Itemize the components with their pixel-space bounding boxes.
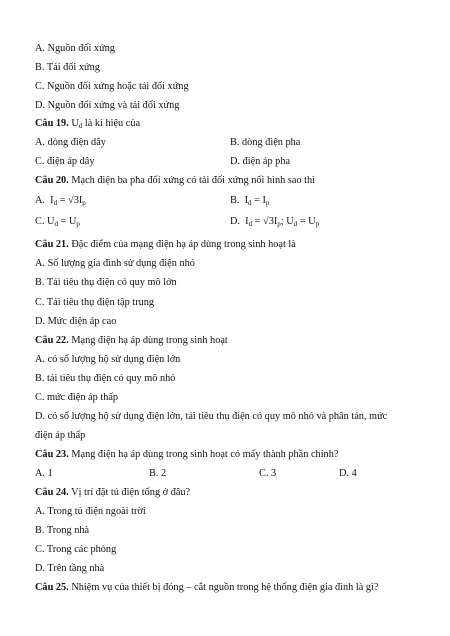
question-24 <box>35 486 190 499</box>
option-c: C. 3 <box>259 468 277 479</box>
question-number: Câu 23. <box>35 449 69 460</box>
question-19 <box>35 117 140 133</box>
question-21 <box>35 238 296 251</box>
question-20 <box>35 174 315 187</box>
option-b: B. dòng điện pha <box>230 137 301 148</box>
question-number: Câu 22. <box>35 335 69 346</box>
option-d: D. 4 <box>339 468 357 479</box>
option-b: B. Tải đối xứng <box>35 62 100 73</box>
option-c: C. mức điện áp thấp <box>35 392 119 403</box>
question-number: Câu 24. <box>35 487 69 498</box>
question-22 <box>35 334 228 347</box>
option-b: B. $I_d = I_p$ <box>230 195 270 207</box>
question-25 <box>35 581 378 594</box>
option-a: A. dòng điện dây <box>35 137 106 148</box>
question-text: Mạng điện hạ áp dùng trong sinh hoạt <box>68 335 228 346</box>
option-c: C. $U_d = U_p$ <box>35 216 80 228</box>
option-a: A. $I_d = √3I_p$ <box>35 195 86 207</box>
option-b: B. tải tiêu thụ điện có quy mô nhỏ <box>35 373 176 384</box>
question-number: Câu 25. <box>35 582 69 593</box>
option-b: B. Trong nhà <box>35 525 90 536</box>
option-a: A. Trong tủ điện ngoài trời <box>35 506 146 517</box>
question-number: Câu 19. <box>35 118 69 129</box>
option-b: B. 2 <box>149 468 167 479</box>
option-a: A. 1 <box>35 468 53 479</box>
question-text: $U_d$ là kí hiệu của <box>71 118 141 130</box>
option-d: D. Nguồn đối xứng và tải đối xứng <box>35 100 180 111</box>
option-a: A. có số lượng hộ sử dụng điện lớn <box>35 354 181 365</box>
option-d: D. điện áp pha <box>230 156 291 167</box>
question-number: Câu 21. <box>35 239 69 250</box>
question-text: Nhiệm vụ của thiết bị đóng – cắt nguồn trong hệ thống điện gia đình là gì? <box>68 582 379 593</box>
question-number: Câu 20. <box>35 175 69 186</box>
question-23 <box>35 448 338 461</box>
option-a: A. Nguồn đối xứng <box>35 43 115 54</box>
option-d: D. có số lượng hộ sử dụng điện lớn, tải tiêu thụ điện có quy mô nhỏ và phân tán, mức <box>35 411 388 422</box>
option-a: A. Số lượng gia đình sử dụng điện nhỏ <box>35 258 195 269</box>
option-c: C. điện áp dây <box>35 156 95 167</box>
question-text: Mạng điện hạ áp dùng trong sinh hoạt có mấy thành phần chính? <box>68 449 339 460</box>
question-text: Vị trí đặt tủ điện tổng ở đâu? <box>68 487 191 498</box>
question-text: Mạch điện ba pha đối xứng có tải đối xứng nối hình sao thì <box>68 175 316 186</box>
option-d: D. Mức điện áp cao <box>35 316 117 327</box>
option-c: C. Trong các phòng <box>35 544 117 555</box>
question-text: Đặc điểm của mạng điện hạ áp dùng trong sinh hoạt là <box>68 239 296 250</box>
option-d: D. Trên tầng nhà <box>35 563 105 574</box>
option-c: C. Nguồn đối xứng hoặc tải đối xứng <box>35 81 189 92</box>
option-d-continued: điện áp thấp <box>35 430 86 441</box>
option-d: D. $I_d = √3I_p$; $U_d = U_p$ <box>230 216 320 228</box>
option-b: B. Tải tiêu thụ điện có quy mô lớn <box>35 277 177 288</box>
option-c: C. Tải tiêu thụ điện tập trung <box>35 297 155 308</box>
